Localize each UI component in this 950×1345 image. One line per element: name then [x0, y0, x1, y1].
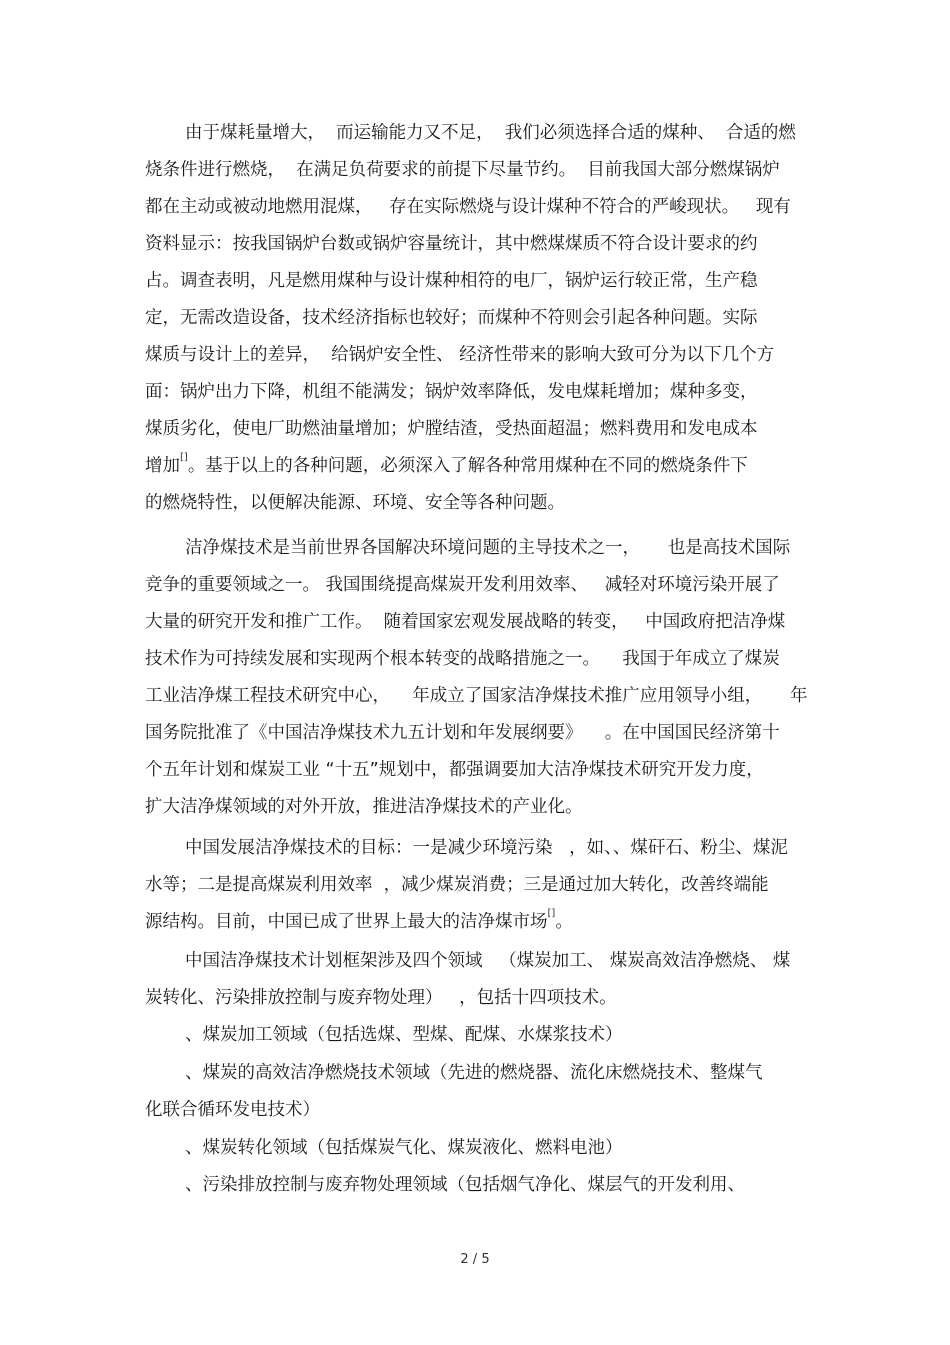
paragraph-2-line-8: 扩大洁净煤领域的对外开放，推进洁净煤技术的产业化。: [145, 797, 583, 817]
paragraph-2-line-5: 工业洁净煤工程技术研究中心， 年成立了国家洁净煤技术推广应用领导小组， 年: [145, 686, 808, 706]
line-22-tail: 。: [555, 912, 573, 932]
paragraph-2-line-7: 个五年计划和煤炭工业 “十五”规划中，都强调要加大洁净煤技术研究开发力度，: [145, 760, 764, 780]
paragraph-1-line-8: 面：锅炉出力下降，机组不能满发；锅炉效率降低，发电煤耗增加；煤种多变，: [145, 382, 758, 402]
page-number: 2 / 5: [460, 1252, 490, 1267]
paragraph-1-line-5: 占。调查表明，凡是燃用煤种与设计煤种相符的电厂，锅炉运行较正常，生产稳: [145, 271, 758, 291]
reference-mark-2: []: [547, 908, 556, 919]
paragraph-4-line-2: 炭转化、污染排放控制与废弃物处理） ，包括十四项技术。: [145, 988, 617, 1008]
paragraph-2-line-4: 技术作为可持续发展和实现两个根本转变的战略措施之一。 我国于年成立了煤炭: [145, 649, 780, 669]
paragraph-1-line-1: 由于煤耗量增大， 而运输能力又不足， 我们必须选择合适的煤种、 合适的燃: [185, 123, 796, 143]
list-item-2-line-2: 化联合循环发电技术）: [145, 1100, 320, 1120]
paragraph-1-line-9: 煤质劣化，使电厂助燃油量增加；炉膛结渣，受热面超温；燃料费用和发电成本: [145, 419, 758, 439]
paragraph-3-line-1: 中国发展洁净煤技术的目标：一是减少环境污染 ，如、、煤矸石、粉尘、煤泥: [185, 838, 788, 858]
paragraph-1-line-7: 煤质与设计上的差异， 给锅炉安全性、 经济性带来的影响大致可分为以下几个方: [145, 345, 775, 365]
line-10-text: 增加: [145, 456, 180, 476]
paragraph-3-line-3: [145, 907, 825, 937]
line-22-text: 源结构。目前，中国已成了世界上最大的洁净煤市场: [145, 912, 548, 932]
list-item-2-line-1: 、煤炭的高效洁净燃烧技术领域（先进的燃烧器、流化床燃烧技术、整煤气: [185, 1063, 763, 1083]
line-10-tail: 。基于以上的各种问题，必须深入了解各种常用煤种在不同的燃烧条件下: [187, 456, 748, 476]
paragraph-3-line-2: 水等；二是提高煤炭利用效率 ，减少煤炭消费；三是通过加大转化，改善终端能: [145, 875, 769, 895]
paragraph-1-line-2: 烧条件进行燃烧， 在满足负荷要求的前提下尽量节约。 目前我国大部分燃煤锅炉: [145, 160, 780, 180]
paragraph-1-line-6: 定，无需改造设备，技术经济指标也较好；而煤种不符则会引起各种问题。实际: [145, 308, 758, 328]
list-item-1: 、煤炭加工领域（包括选煤、型煤、配煤、水煤浆技术）: [185, 1025, 623, 1045]
paragraph-1-line-10: [145, 451, 825, 481]
paragraph-2-line-3: 大量的研究开发和推广工作。 随着国家宏观发展战略的转变， 中国政府把洁净煤: [145, 612, 786, 632]
list-item-4: 、污染排放控制与废弃物处理领域（包括烟气净化、煤层气的开发利用、: [185, 1175, 745, 1195]
reference-mark-1: []: [180, 452, 188, 463]
list-item-3: 、煤炭转化领域（包括煤炭气化、煤炭液化、燃料电池）: [185, 1138, 623, 1158]
paragraph-4-line-1: 中国洁净煤技术计划框架涉及四个领域 （煤炭加工、 煤炭高效洁净燃烧、 煤: [185, 951, 791, 971]
paragraph-1-line-3: 都在主动或被动地燃用混煤， 存在实际燃烧与设计煤种不符合的严峻现状。 现有: [145, 197, 791, 217]
paragraph-2-line-2: 竞争的重要领域之一。 我国围绕提高煤炭开发利用效率、 减轻对环境污染开展了: [145, 575, 780, 595]
paragraph-1-line-11: 的燃烧特性，以便解决能源、环境、安全等各种问题。: [145, 493, 565, 513]
paragraph-1-line-4: 资料显示：按我国锅炉台数或锅炉容量统计，其中燃煤煤质不符合设计要求的约: [145, 234, 758, 254]
paragraph-2-line-6: 国务院批准了《中国洁净煤技术九五计划和年发展纲要》 。在中国国民经济第十: [145, 723, 780, 743]
paragraph-2-line-1: 洁净煤技术是当前世界各国解决环境问题的主导技术之一， 也是高技术国际: [185, 538, 791, 558]
